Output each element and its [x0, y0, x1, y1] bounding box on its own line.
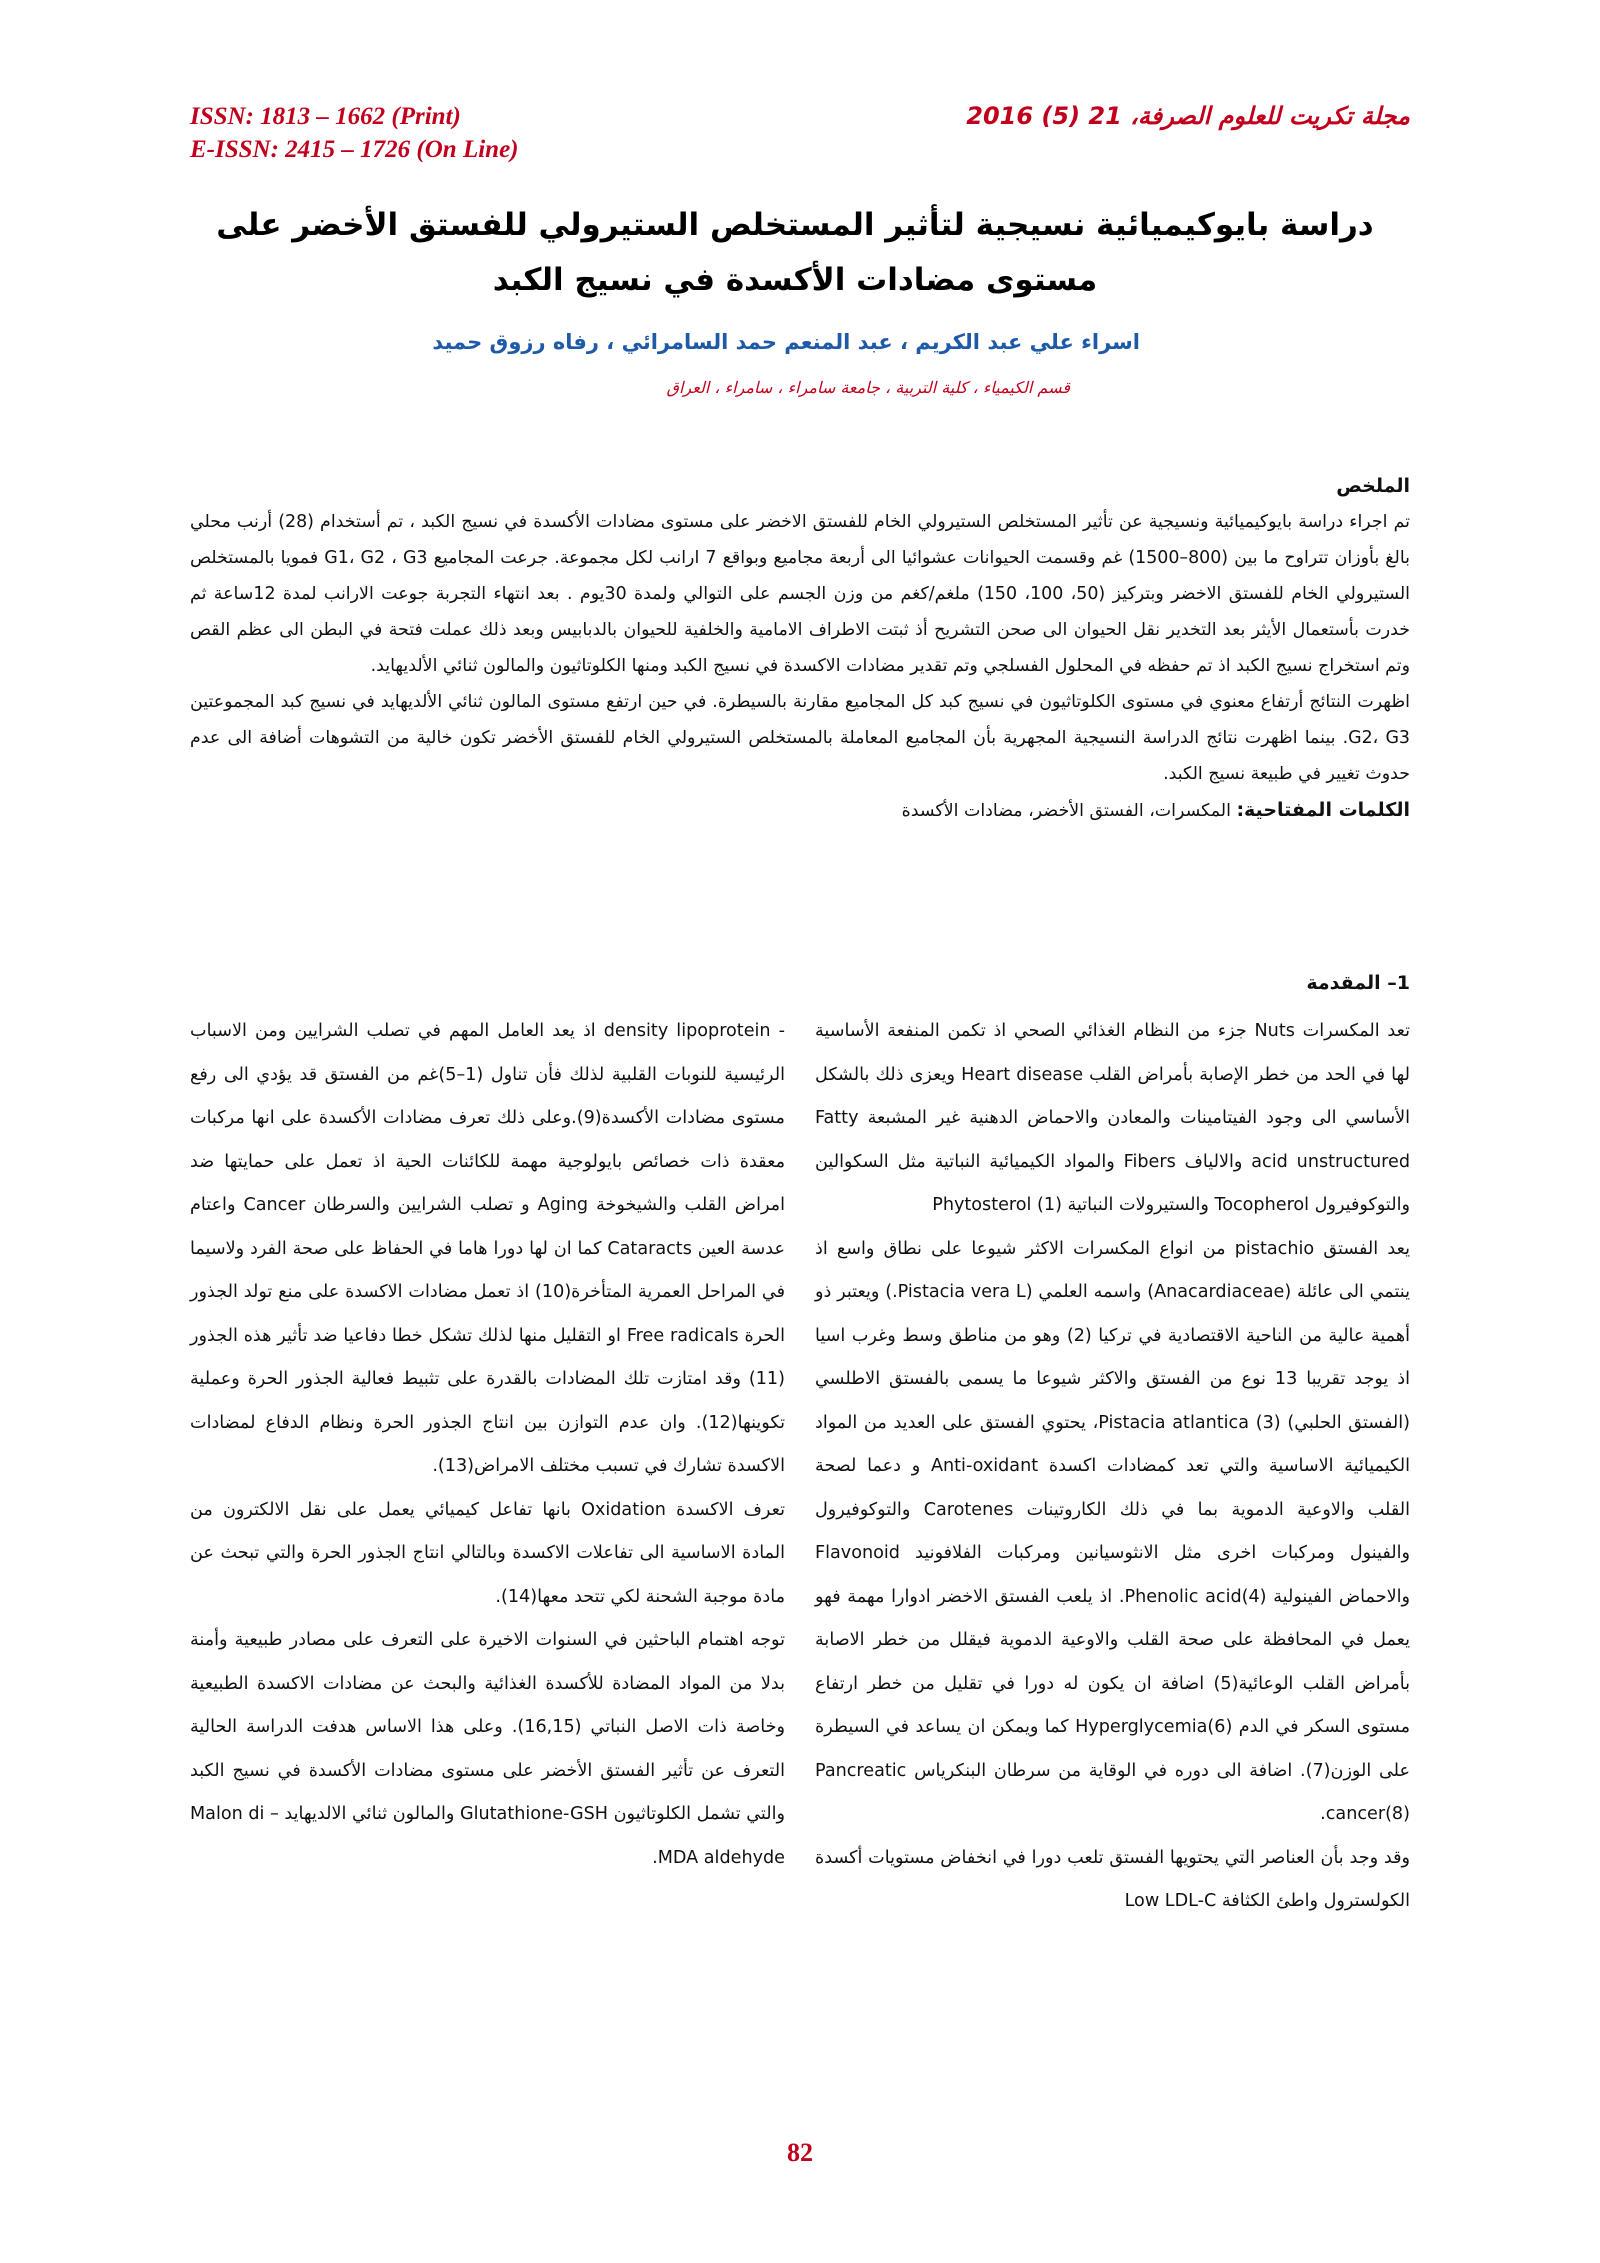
article-title: دراسة بايوكيميائية نسيجية لتأثير المستخلص الستيرولي للفستق الأخضر على مستوى مضادات الأكسدة في نسيج الكبد — [216, 207, 1374, 298]
body-paragraph: توجه اهتمام الباحثين في السنوات الاخيرة على التعرف على مصادر طبيعية وأمنة بدلا من المواد المضادة للأكسدة الغذائية والبحث عن مضادات الاكسدة الطبيعية وخاصة ذات الاصل النباتي (16,15). وعلى هذا الاساس هدفت الدراسة الحالية التعرف عن تأثير الفستق الأخضر على مستوى مضادات الأكسدة في نسيج الكبد والتي تشمل الكلوتاثيون Glutathione-GSH والمالون ثنائي الالديهايد Malon di –MDA aldehyde. — [190, 1630, 785, 1868]
right-column — [815, 1010, 1410, 1924]
abstract-heading: الملخص — [1336, 475, 1410, 497]
introduction-heading: 1– المقدمة — [1306, 972, 1410, 994]
issn-online: E-ISSN: 2415 – 1726 (On Line) — [190, 136, 519, 163]
body-paragraph: تعد المكسرات Nuts جزء من النظام الغذائي الصحي اذ تكمن المنفعة الأساسية لها في الحد من خطر الإصابة بأمراض القلب Heart disease ويعزى ذلك بالشكل الأساسي الى وجود الفيتامينات والمعادن والاحماض الدهنية غير المشبعة Fatty acid unstructured والالياف Fibers والمواد الكيميائية النباتية مثل السكوالين والتوكوفيرول Tocopherol والستيرولات النباتية Phytosterol (1) — [815, 1021, 1411, 1215]
issn-print: ISSN: 1813 – 1662 (Print) — [190, 103, 461, 130]
body-paragraph: - density lipoprotein اذ يعد العامل المهم في تصلب الشرايين ومن الاسباب الرئيسية للنوبات القلبية لذلك فأن تناول (1–5)غم من الفستق قد يؤدي الى رفع مستوى مضادات الأكسدة(9).وعلى ذلك تعرف مضادات الأكسدة على انها مركبات معقدة ذات خصائص بايولوجية مهمة للكائنات الحية اذ تعمل على حمايتها ضد امراض القلب والشيخوخة Aging و تصلب الشرايين والسرطان Cancer واعتام عدسة العين Cataracts كما ان لها دورا هاما في الحفاظ على صحة الفرد ولاسيما في المراحل العمرية المتأخرة(10) اذ تعمل مضادات الاكسدة على منع تولد الجذور الحرة Free radicals او التقليل منها لذلك تشكل خطا دفاعيا ضد تأثير هذه الجذور (11) وقد امتازت تلك المضادات بالقدرة على تثبيط فعالية الجذور الحرة وعملية تكوينها(12). وان عدم التوازن بين انتاج الجذور الحرة ونظام الدفاع لمضادات الاكسدة تشارك في تسبب مختلف الامراض(13). — [190, 1021, 786, 1476]
abstract-paragraph: اظهرت النتائج أرتفاع معنوي في مستوى الكلوتاثيون في نسيج كبد كل المجاميع مقارنة بالسيطرة. في حين ارتفع مستوى المالون ثنائي الألديهايد في نسيج كبد المجموعتين G2، G3. بينما اظهرت نتائج الدراسة النسيجية المجهرية بأن المجاميع المعاملة بالمستخلص الستيرولي الخام للفستق الأخضر تكون خالية من التشوهات أضافة الى عدم حدوث تغيير في طبيعة نسيج الكبد. — [190, 692, 1410, 784]
abstract-paragraph: تم اجراء دراسة بايوكيميائية ونسيجية عن تأثير المستخلص الستيرولي الخام للفستق الاخضر على مستوى مضادات الأكسدة في نسيج الكبد ، تم أستخدام (28) أرنب محلي بالغ بأوزان تتراوح ما بين (800–1500) غم وقسمت الحيوانات عشوائيا الى أربعة مجاميع وبواقع 7 ارانب لكل مجموعة. جرعت المجاميع G1، G2 ، G3 فمويا بالمستخلص الستيرولي الخام للفستق الاخضر وبتركيز (50، 100، 150) ملغم/كغم من وزن الجسم على التوالي ولمدة 30يوم . بعد انتهاء التجربة جوعت الارانب لمدة 12ساعة ثم خدرت بأستعمال الأيثر بعد التخدير نقل الحيوان الى صحن التشريح أذ ثبتت الاطراف الامامية والخلفية للحيوان بالدبابيس وبعد ذلك عملت فتحة في البطن الى عظم القص وتم استخراج نسيج الكبد اذ تم حفظه في المحلول الفسلجي وتم تقدير مضادات الاكسدة في نسيج الكبد ومنها الكلوتاثيون والمالون ثنائي الألديهايد. — [190, 512, 1411, 676]
journal-citation: مجلة تكريت للعلوم الصرفة، 21 (5) 2016 — [966, 102, 1410, 130]
issn-block — [190, 100, 519, 166]
authors: اسراء علي عبد الكريم ، عبد المنعم حمد السامرائي ، رفاه رزوق حميد — [432, 330, 1140, 354]
body-paragraph: يعد الفستق pistachio من انواع المكسرات الاكثر شيوعا على نطاق واسع اذ ينتمي الى عائلة (Anacardiaceae) واسمه العلمي (Pistacia vera L.) ويعتبر ذو أهمية عالية من الناحية الاقتصادية في تركيا (2) وهو من مناطق وسط وغرب اسيا اذ يوجد تقريبا 13 نوع من الفستق والاكثر شيوعا ما يسمى بالفستق الاطلسي (الفستق الحلبي) Pistacia atlantica (3)، يحتوي الفستق على العديد من المواد الكيميائية الاساسية والتي تعد كمضادات اكسدة Anti-oxidant و دعما لصحة القلب والاوعية الدموية بما في ذلك الكاروتينات Carotenes والتوكوفيرول والفينول ومركبات اخرى مثل الانثوسيانين ومركبات الفلافونيد Flavonoid والاحماض الفينولية Phenolic acid(4). اذ يلعب الفستق الاخضر ادوارا مهمة فهو يعمل في المحافظة على صحة القلب والاوعية الدموية فيقلل من خطر الاصابة بأمراض القلب الوعائية(5) اضافة ان يكون له دورا في تقليل من خطر ارتفاع مستوى السكر في الدم Hyperglycemia(6) كما ويمكن ان يساعد في السيطرة على الوزن(7). اضافة الى دوره في الوقاية من سرطان البنكرياس Pancreatic cancer(8). — [815, 1238, 1410, 1824]
keywords-label: الكلمات المفتاحية: — [1236, 799, 1410, 821]
body-paragraph: وقد وجد بأن العناصر التي يحتويها الفستق تلعب دورا في انخفاض مستويات أكسدة الكولسترول واطئ الكثافة Low LDL-C — [815, 1847, 1410, 1911]
affiliation: قسم الكيمياء ، كلية التربية ، جامعة سامراء ، سامراء ، العراق — [666, 378, 1070, 397]
left-column — [190, 1010, 785, 1880]
abstract-section — [190, 468, 1410, 829]
body-paragraph: تعرف الاكسدة Oxidation بانها تفاعل كيميائي يعمل على نقل الالكترون من المادة الاساسية الى تفاعلات الاكسدة وبالتالي انتاج الجذور الحرة والتي تبحث عن مادة موجبة الشحنة لكي تتحد معها(14). — [190, 1499, 785, 1607]
keywords-list: المكسرات، الفستق الأخضر، مضادات الأكسدة — [901, 801, 1231, 821]
page-number: 82 — [787, 2138, 813, 2167]
keywords — [190, 792, 1410, 829]
